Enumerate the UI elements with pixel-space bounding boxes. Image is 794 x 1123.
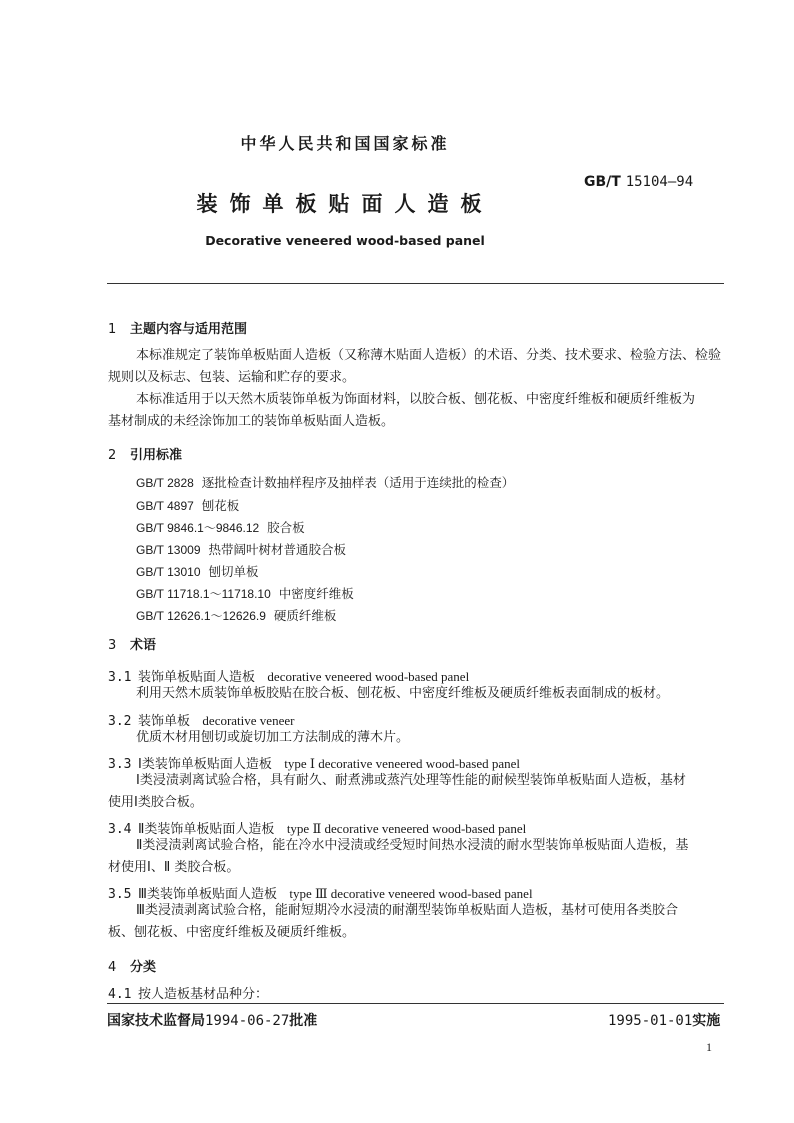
- term-cn: Ⅲ类装饰单板贴面人造板: [138, 887, 277, 902]
- approve-date: 1994-06-27: [205, 1013, 290, 1029]
- term-cn: Ⅱ类装饰单板贴面人造板: [138, 822, 275, 837]
- issuer: 国家技术监督局: [107, 1013, 205, 1029]
- term-definition: 板、刨花板、中密度纤维板及硬质纤维板。: [108, 925, 356, 940]
- term-number: 3.1: [108, 670, 132, 685]
- clause-number: 4.1: [108, 987, 132, 1002]
- term-number: 3.2: [108, 714, 132, 729]
- section-title: 分类: [130, 960, 157, 975]
- term-definition: 利用天然木质装饰单板胶贴在胶合板、刨花板、中密度纤维板及硬质纤维板表面制成的板材。: [136, 686, 670, 701]
- reference-code: GB/T 13009: [136, 543, 201, 557]
- section-title: 引用标准: [130, 448, 183, 463]
- reference-code: GB/T 2828: [136, 476, 194, 490]
- section-title: 主题内容与适用范围: [130, 322, 248, 337]
- term-en: type Ⅱ decorative veneered wood-based panel: [286, 821, 527, 836]
- paragraph-line: 规则以及标志、包装、运输和贮存的要求。: [108, 370, 356, 385]
- term-en: type Ⅲ decorative veneered wood-based panel: [289, 886, 533, 901]
- reference-item: [136, 606, 336, 624]
- section-3-heading: [108, 634, 156, 653]
- term-definition: 使用Ⅰ类胶合板。: [108, 795, 203, 810]
- section-2-heading: [108, 444, 182, 463]
- approval-line: [107, 1010, 317, 1030]
- implementation-line: [608, 1010, 720, 1030]
- section-title: 术语: [130, 638, 157, 653]
- term-definition: Ⅲ类浸渍剥离试验合格，能耐短期冷水浸渍的耐潮型装饰单板贴面人造板，基材可使用各类胶合: [136, 903, 678, 918]
- reference-code: GB/T 13010: [136, 565, 201, 579]
- reference-name: 刨花板: [201, 498, 240, 513]
- reference-item: [136, 540, 346, 558]
- section-number: 1: [108, 322, 117, 337]
- term-en: type Ⅰ decorative veneered wood-based panel: [284, 756, 521, 771]
- reference-code: GB/T 12626.1～12626.9: [136, 609, 266, 623]
- paragraph-line: 本标准规定了装饰单板贴面人造板（又称薄木贴面人造板）的术语、分类、技术要求、检验方法、检验: [136, 348, 722, 363]
- document-title-en: Decorative veneered wood-based panel: [205, 233, 485, 248]
- standard-code-number: 15104—94: [625, 174, 694, 190]
- header-divider: [107, 283, 724, 284]
- paragraph-line: 本标准适用于以天然木质装饰单板为饰面材料，以胶合板、刨花板、中密度纤维板和硬质纤维板为: [136, 392, 696, 407]
- term-number: 3.5: [108, 887, 132, 902]
- reference-item: [136, 562, 258, 580]
- paragraph-line: 基材制成的未经涂饰加工的装饰单板贴面人造板。: [108, 414, 395, 429]
- document-title-cn: 装饰单板贴面人造板: [196, 192, 494, 216]
- reference-item: [136, 496, 239, 514]
- term-definition: 材使用Ⅰ、Ⅱ 类胶合板。: [108, 860, 240, 875]
- reference-code: GB/T 9846.1～9846.12: [136, 521, 260, 535]
- reference-item: [136, 584, 354, 602]
- reference-code: GB/T 11718.1～11718.10: [136, 587, 271, 601]
- term-number: 3.3: [108, 757, 132, 772]
- term-cn: Ⅰ类装饰单板贴面人造板: [138, 757, 272, 772]
- reference-code: GB/T 4897: [136, 499, 194, 513]
- footer-divider: [107, 1003, 724, 1004]
- term-cn: 装饰单板: [138, 714, 191, 729]
- reference-item: [136, 473, 514, 491]
- section-1-heading: [108, 318, 247, 337]
- standard-code-prefix: GB/T: [584, 174, 621, 190]
- term-definition: Ⅰ类浸渍剥离试验合格，具有耐久、耐煮沸或蒸汽处理等性能的耐候型装饰单板贴面人造板，基材: [136, 773, 686, 788]
- section-4-heading: [108, 956, 156, 975]
- section-number: 4: [108, 960, 117, 975]
- approve-word: 批准: [289, 1013, 318, 1029]
- reference-name: 胶合板: [267, 520, 305, 535]
- impl-date: 1995-01-01: [608, 1013, 693, 1029]
- reference-name: 中密度纤维板: [278, 586, 354, 601]
- impl-word: 实施: [692, 1013, 721, 1029]
- page-number: 1: [706, 1040, 712, 1054]
- reference-name: 热带阔叶树材普通胶合板: [208, 542, 346, 557]
- term-definition: 优质木材用刨切或旋切加工方法制成的薄木片。: [136, 730, 410, 745]
- term-definition: Ⅱ类浸渍剥离试验合格，能在冷水中浸渍或经受短时间热水浸渍的耐水型装饰单板贴面人造板，基: [136, 838, 689, 853]
- reference-name: 硬质纤维板: [273, 608, 337, 623]
- clause-4-1: [108, 983, 268, 1002]
- term-en: decorative veneered wood-based panel: [267, 669, 470, 684]
- reference-item: [136, 518, 305, 536]
- clause-text: 按人造板基材品种分：: [138, 987, 269, 1002]
- term-number: 3.4: [108, 822, 132, 837]
- national-standard-heading: 中华人民共和国国家标准: [240, 134, 450, 153]
- reference-name: 刨切单板: [208, 564, 259, 579]
- term-en: decorative veneer: [202, 713, 295, 728]
- term-cn: 装饰单板贴面人造板: [138, 670, 256, 685]
- reference-name: 逐批检查计数抽样程序及抽样表（适用于连续批的检查）: [201, 475, 515, 490]
- section-number: 3: [108, 638, 117, 653]
- section-number: 2: [108, 448, 117, 463]
